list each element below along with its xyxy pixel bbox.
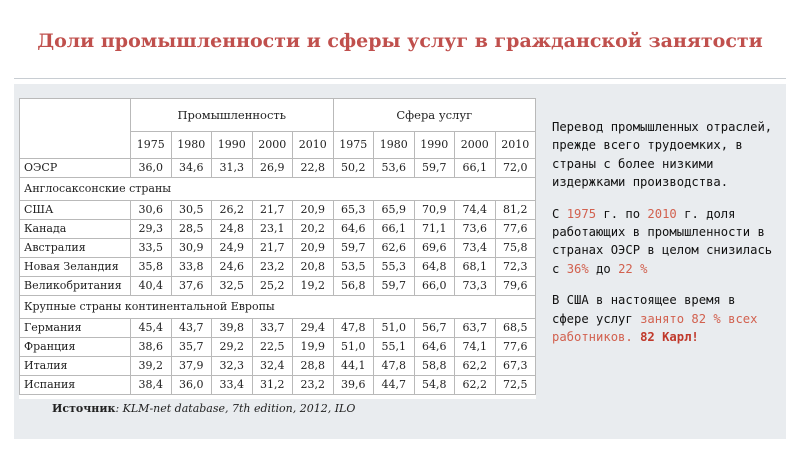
value-cell: 21,7 xyxy=(252,239,293,258)
value-cell: 72,3 xyxy=(495,258,536,277)
text-fragment: г. по xyxy=(596,206,648,221)
year-header-cell: 2000 xyxy=(252,132,293,159)
source-label: Источник xyxy=(52,402,116,415)
value-cell: 26,2 xyxy=(212,201,253,220)
table-row xyxy=(20,201,536,220)
value-cell: 25,2 xyxy=(252,277,293,296)
value-cell: 65,9 xyxy=(374,201,415,220)
country-label: Испания xyxy=(20,376,131,395)
value-cell: 53,6 xyxy=(374,159,415,178)
value-cell: 30,5 xyxy=(171,201,212,220)
country-label: Великобритания xyxy=(20,277,131,296)
value-cell: 81,2 xyxy=(495,201,536,220)
country-label: Новая Зеландия xyxy=(20,258,131,277)
value-cell: 26,9 xyxy=(252,159,293,178)
value-cell: 64,6 xyxy=(333,220,374,239)
value-cell: 59,7 xyxy=(333,239,374,258)
value-cell: 33,4 xyxy=(212,376,253,395)
year-header-cell: 2000 xyxy=(455,132,496,159)
value-cell: 28,5 xyxy=(171,220,212,239)
value-cell: 68,5 xyxy=(495,319,536,338)
value-cell: 33,8 xyxy=(171,258,212,277)
highlight-exclamation: 82 Карл! xyxy=(640,330,699,345)
country-label: Германия xyxy=(20,319,131,338)
table-row xyxy=(20,338,536,357)
value-cell: 47,8 xyxy=(374,357,415,376)
value-cell: 77,6 xyxy=(495,220,536,239)
value-cell: 32,3 xyxy=(212,357,253,376)
value-cell: 33,7 xyxy=(252,319,293,338)
value-cell: 55,3 xyxy=(374,258,415,277)
country-label: Франция xyxy=(20,338,131,357)
value-cell: 44,7 xyxy=(374,376,415,395)
value-cell: 22,5 xyxy=(252,338,293,357)
value-cell: 29,3 xyxy=(131,220,172,239)
value-cell: 23,2 xyxy=(293,376,334,395)
value-cell: 30,6 xyxy=(131,201,172,220)
source-text: : KLM-net database, 7th edition, 2012, ILO xyxy=(115,402,356,415)
text-fragment: В США в настоящее время в сфере услуг xyxy=(552,293,736,326)
value-cell: 67,3 xyxy=(495,357,536,376)
value-cell: 22,8 xyxy=(293,159,334,178)
value-cell: 20,9 xyxy=(293,201,334,220)
table-body xyxy=(20,99,536,395)
value-cell: 74,1 xyxy=(455,338,496,357)
value-cell: 29,2 xyxy=(212,338,253,357)
table-group-header-row xyxy=(20,99,536,132)
commentary-text xyxy=(552,118,776,359)
value-cell: 63,7 xyxy=(455,319,496,338)
table-row xyxy=(20,159,536,178)
value-cell: 37,9 xyxy=(171,357,212,376)
value-cell: 72,5 xyxy=(495,376,536,395)
value-cell: 29,4 xyxy=(293,319,334,338)
value-cell: 32,4 xyxy=(252,357,293,376)
value-cell: 70,9 xyxy=(414,201,455,220)
value-cell: 72,0 xyxy=(495,159,536,178)
value-cell: 64,6 xyxy=(414,338,455,357)
source-note xyxy=(52,402,355,415)
value-cell: 50,2 xyxy=(333,159,374,178)
value-cell: 65,3 xyxy=(333,201,374,220)
value-cell: 33,5 xyxy=(131,239,172,258)
year-header-cell: 1975 xyxy=(333,132,374,159)
value-cell: 73,4 xyxy=(455,239,496,258)
value-cell: 23,2 xyxy=(252,258,293,277)
year-header-cell: 1980 xyxy=(374,132,415,159)
title-divider xyxy=(14,78,786,79)
table-row xyxy=(20,239,536,258)
value-cell: 75,8 xyxy=(495,239,536,258)
highlight-year-2010: 2010 xyxy=(647,206,677,221)
value-cell: 32,5 xyxy=(212,277,253,296)
section-label: Англосаксонские страны xyxy=(20,178,536,201)
value-cell: 56,8 xyxy=(333,277,374,296)
value-cell: 36,0 xyxy=(171,376,212,395)
value-cell: 44,1 xyxy=(333,357,374,376)
value-cell: 47,8 xyxy=(333,319,374,338)
country-label: ОЭСР xyxy=(20,159,131,178)
group-header-services: Сфера услуг xyxy=(333,99,536,132)
year-header-cell: 2010 xyxy=(495,132,536,159)
table-section-row xyxy=(20,296,536,319)
table-row xyxy=(20,277,536,296)
value-cell: 39,6 xyxy=(333,376,374,395)
commentary-paragraph-2 xyxy=(552,205,776,279)
value-cell: 66,1 xyxy=(374,220,415,239)
table-row xyxy=(20,357,536,376)
text-fragment xyxy=(633,330,640,344)
text-fragment: до xyxy=(588,261,619,276)
country-label: Италия xyxy=(20,357,131,376)
group-header-industry: Промышленность xyxy=(131,99,334,132)
value-cell: 40,4 xyxy=(131,277,172,296)
country-label: Австралия xyxy=(20,239,131,258)
year-header-cell: 1980 xyxy=(171,132,212,159)
value-cell: 55,1 xyxy=(374,338,415,357)
value-cell: 30,9 xyxy=(171,239,212,258)
table-row xyxy=(20,220,536,239)
value-cell: 53,5 xyxy=(333,258,374,277)
value-cell: 56,7 xyxy=(414,319,455,338)
table-row xyxy=(20,376,536,395)
value-cell: 24,9 xyxy=(212,239,253,258)
value-cell: 64,8 xyxy=(414,258,455,277)
text-fragment: г. доля работающих в промышленности в странах ОЭСР в целом снизилась с xyxy=(552,206,773,276)
value-cell: 77,6 xyxy=(495,338,536,357)
table-row xyxy=(20,319,536,338)
year-header-cell: 1975 xyxy=(131,132,172,159)
value-cell: 58,8 xyxy=(414,357,455,376)
slide-title: Доли промышленности и сферы услуг в гражданской занятости xyxy=(37,30,763,52)
section-label: Крупные страны континентальной Европы xyxy=(20,296,536,319)
value-cell: 79,6 xyxy=(495,277,536,296)
value-cell: 39,8 xyxy=(212,319,253,338)
highlight-value-36: 36% xyxy=(566,261,589,276)
table-corner-cell xyxy=(20,99,131,159)
value-cell: 20,8 xyxy=(293,258,334,277)
year-header-cell: 1990 xyxy=(414,132,455,159)
value-cell: 51,0 xyxy=(374,319,415,338)
value-cell: 59,7 xyxy=(414,159,455,178)
value-cell: 36,0 xyxy=(131,159,172,178)
value-cell: 35,8 xyxy=(131,258,172,277)
value-cell: 19,9 xyxy=(293,338,334,357)
commentary-paragraph-3 xyxy=(552,291,776,346)
country-label: США xyxy=(20,201,131,220)
text-fragment: С xyxy=(552,206,567,221)
value-cell: 43,7 xyxy=(171,319,212,338)
value-cell: 39,2 xyxy=(131,357,172,376)
year-header-cell: 1990 xyxy=(212,132,253,159)
highlight-year-1975: 1975 xyxy=(566,206,597,221)
value-cell: 62,2 xyxy=(455,376,496,395)
value-cell: 69,6 xyxy=(414,239,455,258)
value-cell: 24,6 xyxy=(212,258,253,277)
commentary-paragraph-1: Перевод промышленных отраслей, прежде всего трудоемких, в страны с более низкими издержками производства. xyxy=(552,120,773,190)
value-cell: 35,7 xyxy=(171,338,212,357)
value-cell: 66,1 xyxy=(455,159,496,178)
year-header-cell: 2010 xyxy=(293,132,334,159)
value-cell: 20,2 xyxy=(293,220,334,239)
value-cell: 31,2 xyxy=(252,376,293,395)
value-cell: 62,2 xyxy=(455,357,496,376)
value-cell: 73,3 xyxy=(455,277,496,296)
table-row xyxy=(20,258,536,277)
value-cell: 59,7 xyxy=(374,277,415,296)
value-cell: 28,8 xyxy=(293,357,334,376)
highlight-us-services: занято 82 % всех работников. xyxy=(552,311,758,345)
value-cell: 71,1 xyxy=(414,220,455,239)
value-cell: 23,1 xyxy=(252,220,293,239)
highlight-value-22: 22 % xyxy=(618,261,648,276)
value-cell: 68,1 xyxy=(455,258,496,277)
value-cell: 24,8 xyxy=(212,220,253,239)
value-cell: 20,9 xyxy=(293,239,334,258)
employment-table xyxy=(19,98,536,395)
value-cell: 51,0 xyxy=(333,338,374,357)
value-cell: 38,6 xyxy=(131,338,172,357)
value-cell: 34,6 xyxy=(171,159,212,178)
value-cell: 31,3 xyxy=(212,159,253,178)
value-cell: 54,8 xyxy=(414,376,455,395)
value-cell: 62,6 xyxy=(374,239,415,258)
value-cell: 19,2 xyxy=(293,277,334,296)
table-section-row xyxy=(20,178,536,201)
value-cell: 45,4 xyxy=(131,319,172,338)
value-cell: 37,6 xyxy=(171,277,212,296)
country-label: Канада xyxy=(20,220,131,239)
value-cell: 66,0 xyxy=(414,277,455,296)
value-cell: 74,4 xyxy=(455,201,496,220)
value-cell: 21,7 xyxy=(252,201,293,220)
value-cell: 73,6 xyxy=(455,220,496,239)
employment-table-container xyxy=(19,98,536,399)
value-cell: 38,4 xyxy=(131,376,172,395)
